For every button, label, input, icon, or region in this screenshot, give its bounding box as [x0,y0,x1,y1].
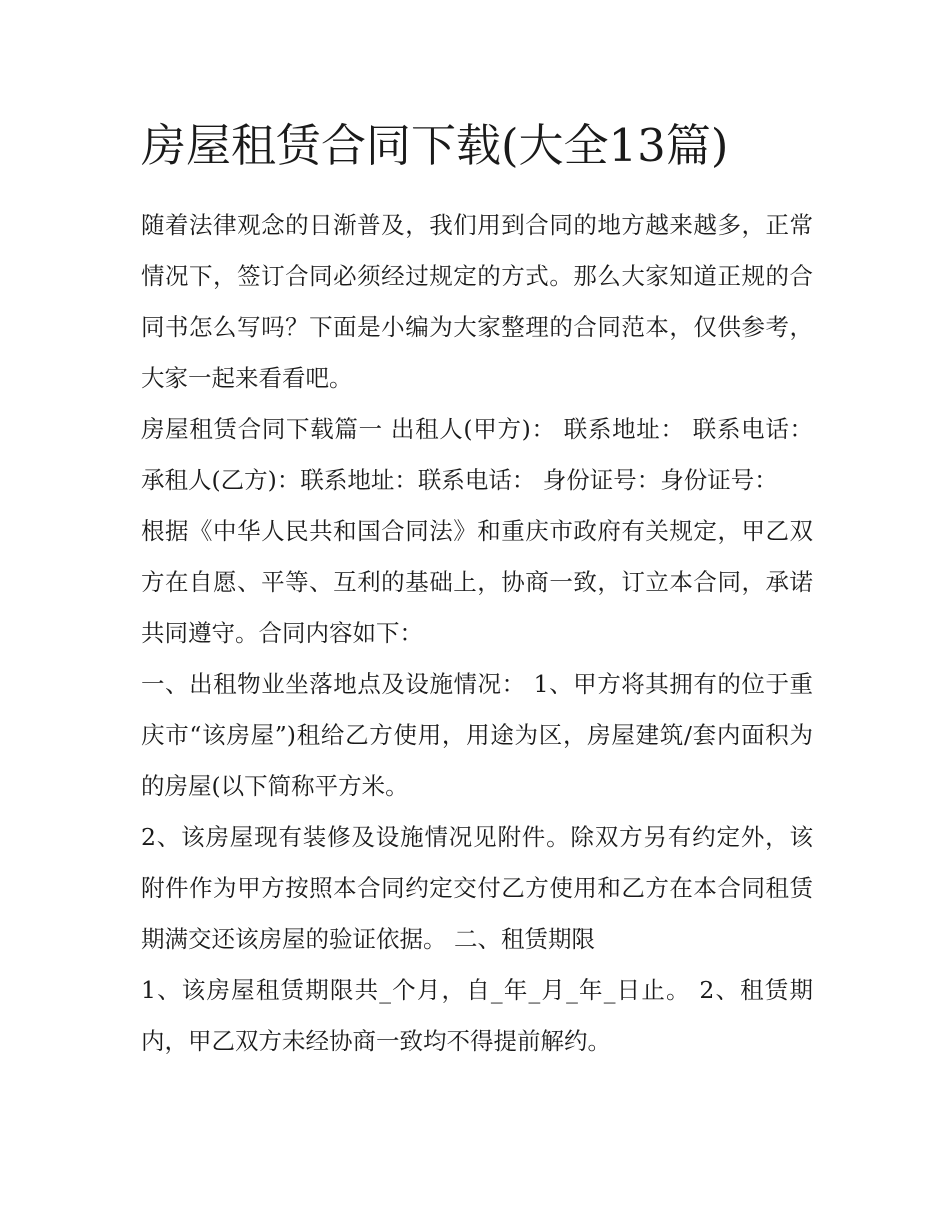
paragraph-intro: 随着法律观念的日渐普及，我们用到合同的地方越来越多，正常情况下，签订合同必须经过规定的方式。那么大家知道正规的合同书怎么写吗？下面是小编为大家整理的合同范本，仅供参考，大家一起来看看吧。 [141,211,813,392]
title-block [141,110,813,200]
paragraph-clause-1: 一、出租物业坐落地点及设施情况： 1、甲方将其拥有的位于重庆市“该房屋”)租给乙方使用，用途为区，房屋建筑/套内面积为的房屋(以下简称平方米。 [141,670,813,800]
paragraph-clause-term: 1、该房屋租赁期限共_个月，自_年_月_年_日止。 2、租赁期内，甲乙双方未经协商一致均不得提前解约。 [141,976,813,1055]
document-page [141,110,813,1067]
paragraph-clause-2: 2、该房屋现有装修及设施情况见附件。除双方另有约定外，该附件作为甲方按照本合同约定交付乙方使用和乙方在本合同租赁期满交还该房屋的验证依据。 二、租赁期限 [141,823,813,953]
paragraph-basis: 根据《中华人民共和国合同法》和重庆市政府有关规定，甲乙双方在自愿、平等、互利的基础上，协商一致，订立本合同，承诺共同遵守。合同内容如下： [141,517,813,647]
document-title: 房屋租赁合同下载(大全13篇) [141,119,729,172]
paragraph-parties: 房屋租赁合同下载篇一 出租人(甲方)： 联系地址： 联系电话：承租人(乙方)：联系地址：联系电话： 身份证号：身份证号： [141,415,813,494]
